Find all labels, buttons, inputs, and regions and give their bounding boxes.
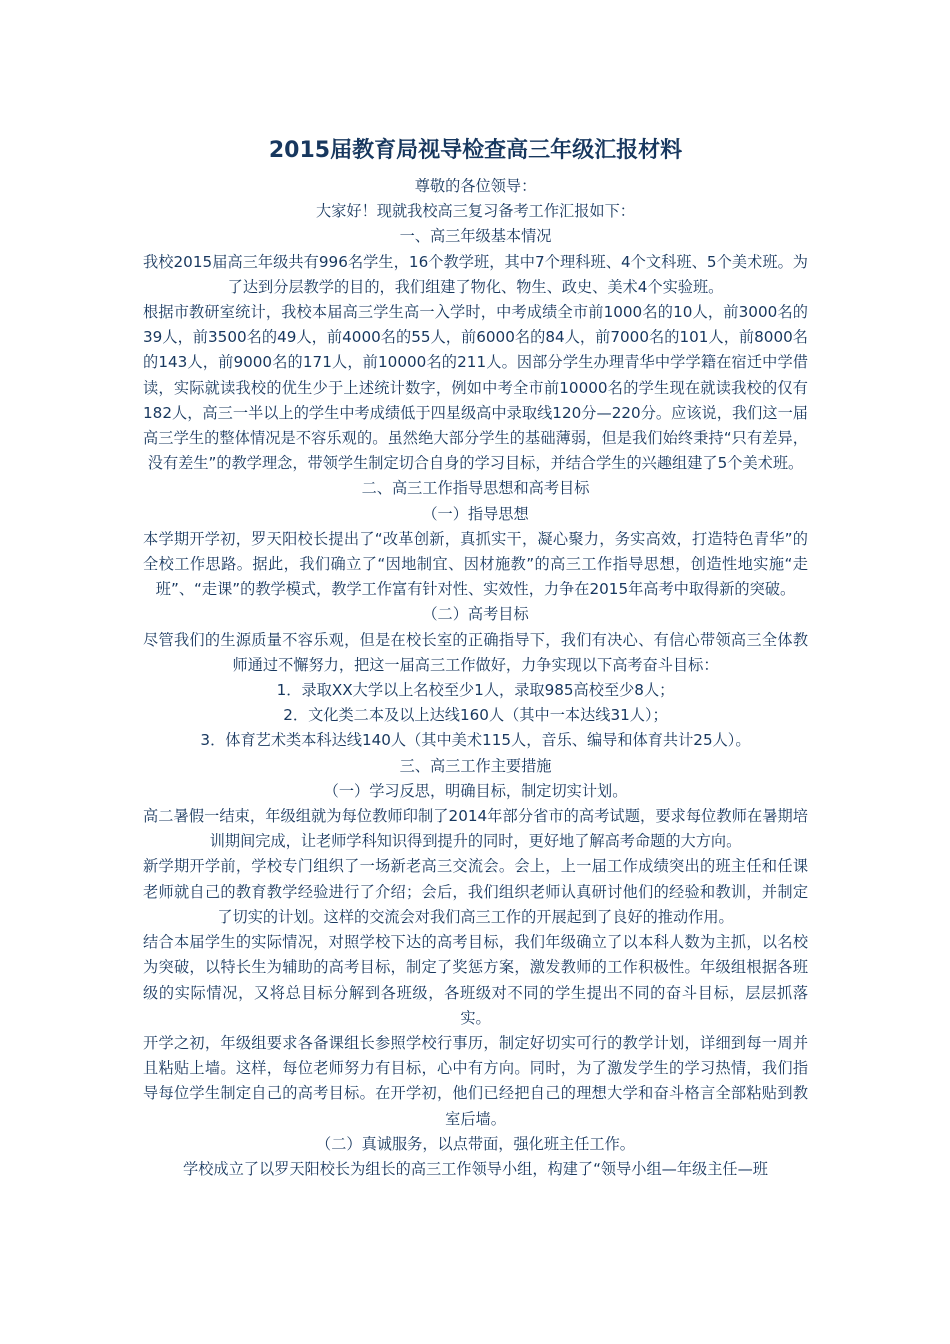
paragraph-leadership-group: 学校成立了以罗天阳校长为组长的高三工作领导小组，构建了“领导小组—年级主任—班 [183, 1159, 768, 1178]
document-page [143, 136, 808, 1182]
paragraph-basic-info: 我校2015届高三年级共有996名学生，16个教学班，其中7个理科班、4个文科班、5个美术班。为了达到分层教学的目的，我们组建了物化、物生、政史、美术4个实验班。 [143, 252, 808, 296]
section-heading-1: 一、高三年级基本情况 [399, 227, 552, 246]
paragraph-guiding-idea: 本学期开学初，罗天阳校长提出了“改革创新，真抓实干，凝心聚力，务实高效，打造特色青华”的全校工作思路。据此，我们确立了“因地制宜、因材施教”的高三工作指导思想，创造性地实施“走班”、“走课”的教学模式，教学工作富有针对性、实效性，力争在2015年高考中取得新的突破。 [143, 529, 808, 599]
subheading-guiding-idea: （一）指导思想 [422, 504, 529, 523]
greeting: 大家好！现就我校高三复习备考工作汇报如下： [316, 202, 635, 221]
document-title: 2015届教育局视导检查高三年级汇报材料 [268, 138, 683, 163]
section-heading-3: 三、高三工作主要措施 [399, 756, 552, 775]
paragraph-exam-goals: 尽管我们的生源质量不容乐观，但是在校长室的正确指导下，我们有决心、有信心带领高三全体教师通过不懈努力，把这一届高三工作做好，力争实现以下高考奋斗目标： [143, 630, 808, 674]
goal-item-2: 2．文化类二本及以上达线160人（其中一本达线31人）； [283, 706, 668, 725]
goal-item-3: 3．体育艺术类本科达线140人（其中美术115人，音乐、编导和体育共计25人）。 [200, 731, 751, 750]
section-heading-2: 二、高三工作指导思想和高考目标 [361, 479, 590, 498]
goal-item-1: 1．录取XX大学以上名校至少1人，录取985高校至少8人； [276, 681, 675, 700]
paragraph-statistics: 根据市教研室统计，我校本届高三学生高一入学时，中考成绩全市前1000名的10人，前3000名的39人，前3500名的49人，前4000名的55人，前6000名的84人，前7000名的101人，前8000名的143人，前9000名的171人，前10000名的211人。因部分学生办理青华中学学籍在宿迁中学借读，实际就读我校的优生少于上述统计数字，例如中考全市前10000名的学生现在就读我校的仅有182人，高三一半以上的学生中考成绩低于四星级高中录取线120分—220分。应该说，我们这一届高三学生的整体情况是不容乐观的。虽然绝大部分学生的基础薄弱，但是我们始终秉持“只有差异，没有差生”的教学理念，带领学生制定切合自身的学习目标，并结合学生的兴趣组建了5个美术班。 [143, 303, 808, 473]
subheading-measure-1: （一）学习反思，明确目标，制定切实计划。 [323, 781, 628, 800]
salutation: 尊敬的各位领导： [414, 177, 537, 195]
subheading-exam-goals: （二）高考目标 [422, 605, 529, 624]
paragraph-teaching-plan: 开学之初，年级组要求各备课组长参照学校行事历，制定好切实可行的教学计划，详细到每一周并且粘贴上墙。这样，每位老师努力有目标，心中有方向。同时，为了激发学生的学习热情，我们指导每位学生制定自己的高考目标。在开学初，他们已经把自己的理想大学和奋斗格言全部粘贴到教室后墙。 [143, 1033, 808, 1128]
paragraph-summer: 高二暑假一结束，年级组就为每位教师印制了2014年部分省市的高考试题，要求每位教师在暑期培训期间完成，让老师学科知识得到提升的同时，更好地了解高考命题的大方向。 [143, 807, 808, 851]
paragraph-targets: 结合本届学生的实际情况，对照学校下达的高考目标，我们年级确立了以本科人数为主抓，以名校为突破，以特长生为辅助的高考目标，制定了奖惩方案，激发教师的工作积极性。年级组根据各班级的实际情况，又将总目标分解到各班级，各班级对不同的学生提出不同的奋斗目标，层层抓落实。 [143, 933, 808, 1027]
paragraph-exchange-meeting: 新学期开学前，学校专门组织了一场新老高三交流会。会上，上一届工作成绩突出的班主任和任课老师就自己的教育教学经验进行了介绍；会后，我们组织老师认真研讨他们的经验和教训，并制定了切实的计划。这样的交流会对我们高三工作的开展起到了良好的推动作用。 [143, 857, 808, 926]
subheading-measure-2: （二）真诚服务，以点带面，强化班主任工作。 [316, 1134, 635, 1153]
